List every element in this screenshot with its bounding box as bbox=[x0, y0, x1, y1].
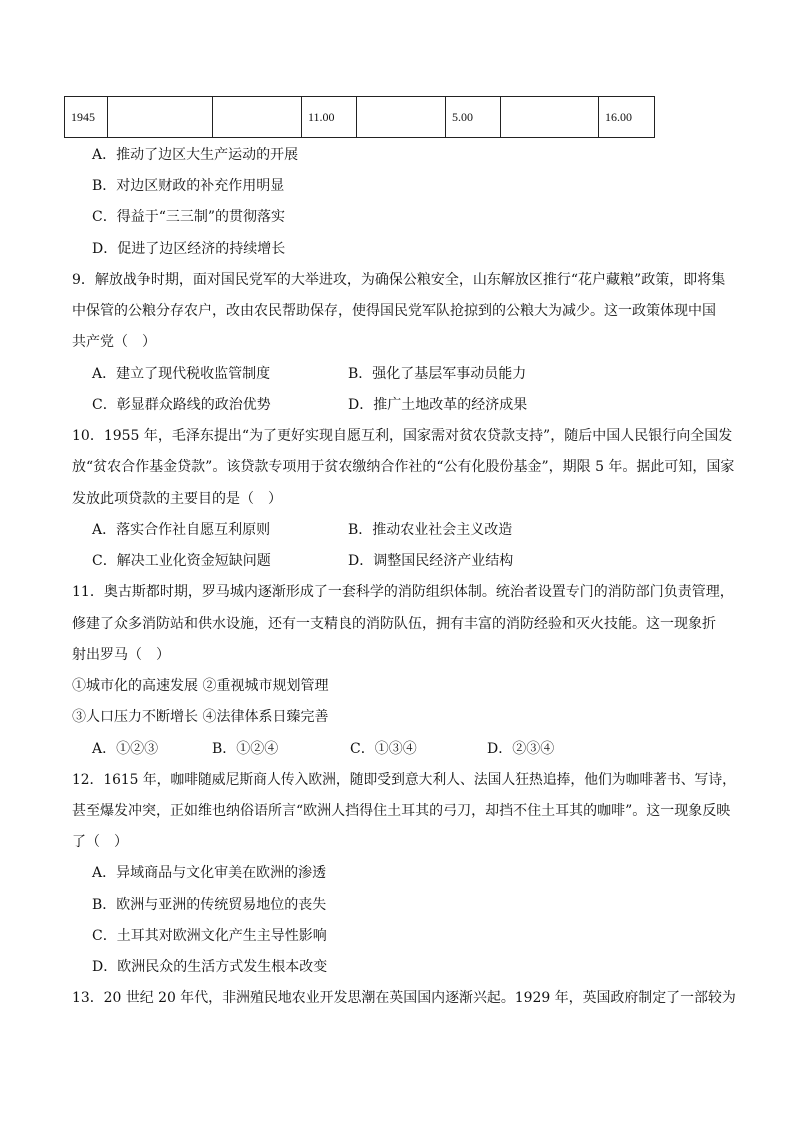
q11-stem-line: 修建了众多消防站和供水设施，还有一支精良的消防队伍，拥有丰富的消防经验和灭火技能。这一现象折 bbox=[72, 616, 716, 632]
q9-option-c[interactable]: C．彰显群众路线的政治优势 bbox=[92, 397, 271, 413]
q11-stem-line: 11．奥古斯都时期，罗马城内逐渐形成了一套科学的消防组织体制。统治者设置专门的消防部门负责管理， bbox=[72, 584, 734, 600]
q10-stem-line: 10．1955 年，毛泽东提出“为了更好实现自愿互利，国家需对贫农贷款支持”，随后中国人民银行向全国发 bbox=[72, 428, 733, 444]
q11-item-line: ③人口压力不断增长 ④法律体系日臻完善 bbox=[72, 709, 329, 725]
q13-stem-line: 13．20 世纪 20 年代，非洲殖民地农业开发思潮在英国国内逐渐兴起。1929 年，英国政府制定了一部较为 bbox=[72, 990, 736, 1006]
q11-option-b[interactable]: B．①②④ bbox=[212, 741, 279, 757]
data-table bbox=[64, 96, 655, 138]
table-cell bbox=[108, 97, 213, 138]
q9-stem-line: 9．解放战争时期，面对国民党军的大举进攻，为确保公粮安全，山东解放区推行“花户藏粮”政策，即将集 bbox=[72, 272, 726, 288]
q9-option-b[interactable]: B．强化了基层军事动员能力 bbox=[348, 366, 527, 382]
q8-option-a[interactable]: A．推动了边区大生产运动的开展 bbox=[92, 147, 299, 163]
q8-option-d[interactable]: D．促进了边区经济的持续增长 bbox=[92, 241, 286, 257]
table-cell: 16.00 bbox=[599, 97, 655, 138]
q12-stem-line: 甚至爆发冲突，正如维也纳俗语所言“欧洲人挡得住土耳其的弓刀，却挡不住土耳其的咖啡”。这一现象反映 bbox=[72, 803, 731, 819]
q12-option-d[interactable]: D．欧洲民众的生活方式发生根本改变 bbox=[92, 959, 328, 975]
q12-option-b[interactable]: B．欧洲与亚洲的传统贸易地位的丧失 bbox=[92, 897, 327, 913]
table-cell: 5.00 bbox=[446, 97, 501, 138]
q11-option-d[interactable]: D．②③④ bbox=[487, 741, 555, 757]
table-cell bbox=[501, 97, 599, 138]
q9-option-d[interactable]: D．推广土地改革的经济成果 bbox=[348, 397, 528, 413]
q9-stem-line: 中保管的公粮分存农户，改由农民帮助保存，使得国民党军队抢掠到的公粮大为减少。这一政策体现中国 bbox=[72, 303, 716, 319]
q10-option-a[interactable]: A．落实合作社自愿互利原则 bbox=[92, 522, 271, 538]
q11-option-a[interactable]: A．①②③ bbox=[92, 741, 159, 757]
q10-option-c[interactable]: C．解决工业化资金短缺问题 bbox=[92, 553, 271, 569]
q8-option-c[interactable]: C．得益于“三三制”的贯彻落实 bbox=[92, 209, 286, 225]
q11-stem-line: 射出罗马（ ） bbox=[72, 647, 170, 663]
q11-option-c[interactable]: C．①③④ bbox=[350, 741, 417, 757]
q12-option-a[interactable]: A．异域商品与文化审美在欧洲的渗透 bbox=[92, 865, 327, 881]
table-cell bbox=[213, 97, 302, 138]
table-cell: 1945 bbox=[65, 97, 108, 138]
q10-option-b[interactable]: B．推动农业社会主义改造 bbox=[348, 522, 513, 538]
q10-option-d[interactable]: D．调整国民经济产业结构 bbox=[348, 553, 514, 569]
q9-option-a[interactable]: A．建立了现代税收监管制度 bbox=[92, 366, 271, 382]
q12-stem-line: 12．1615 年，咖啡随威尼斯商人传入欧洲，随即受到意大利人、法国人狂热追捧，他们为咖啡著书、写诗， bbox=[72, 772, 736, 788]
table-cell bbox=[357, 97, 446, 138]
q12-stem-line: 了（ ） bbox=[72, 834, 128, 850]
q10-stem-line: 放“贫农合作基金贷款”。该贷款专项用于贫农缴纳合作社的“公有化股份基金”，期限 5 年。据此可知，国家 bbox=[72, 459, 735, 475]
q8-option-b[interactable]: B．对边区财政的补充作用明显 bbox=[92, 178, 285, 194]
q12-option-c[interactable]: C．土耳其对欧洲文化产生主导性影响 bbox=[92, 928, 327, 944]
table-row bbox=[65, 97, 655, 138]
q11-item-line: ①城市化的高速发展 ②重视城市规划管理 bbox=[72, 678, 329, 694]
q9-stem-line: 共产党（ ） bbox=[72, 334, 156, 350]
q10-stem-line: 发放此项贷款的主要目的是（ ） bbox=[72, 491, 282, 507]
table-cell: 11.00 bbox=[302, 97, 357, 138]
